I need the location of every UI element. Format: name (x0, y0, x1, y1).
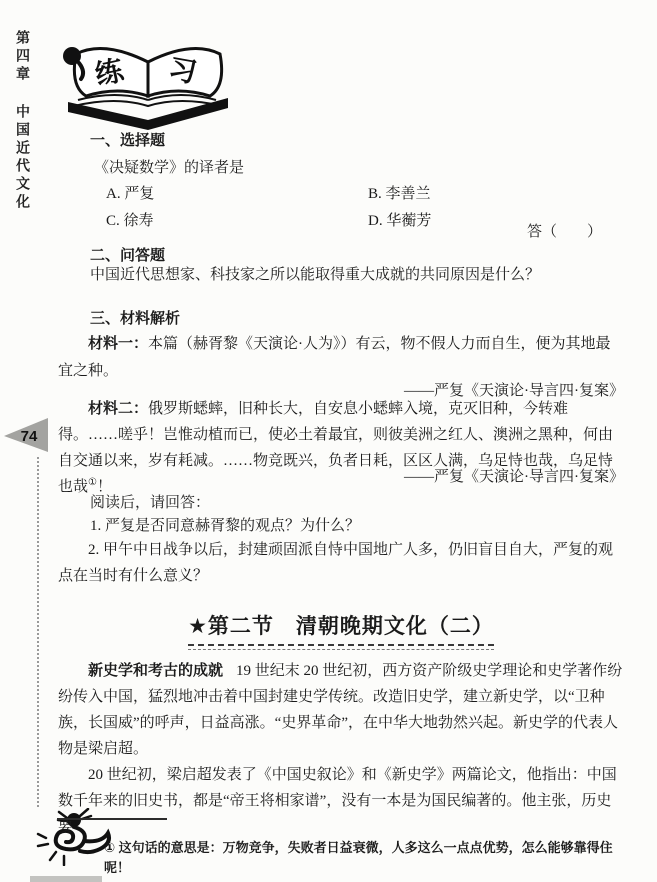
body-paragraph-2: 20 世纪初，梁启超发表了《中国史叙论》和《新史学》两篇论文，他指出：中国数千年来的旧史书，都是“帝王将相家谱”，没有一本是为国民编著的。他主张，历史要 (58, 767, 617, 835)
body-paragraph-1-wrap (58, 658, 624, 762)
footnote-rule (57, 818, 167, 820)
practice-char-1: 练 (92, 54, 127, 91)
option-c-label: C. (106, 213, 120, 229)
answer-blank: 答（ ） (526, 224, 602, 240)
footnote-text: 这句话的意思是：万物竞争，失败者日益衰微，人多这么一点点优势，怎么能够靠得住呢！ (104, 840, 613, 875)
next-section-title-wrap (58, 610, 624, 650)
qa-question: 中国近代思想家、科技家之所以能取得重大成就的共同原因是什么？ (90, 267, 541, 283)
material-2-end: ！ (96, 479, 112, 495)
page-flag-shape (0, 415, 50, 455)
material-2-attribution: ——严复《天演论·导言四·复案》 (404, 469, 624, 485)
material-2-text: 俄罗斯蟋蟀，旧种长大，自安息小蟋蟀入境，克灭旧种，今转难得。……嗟乎！岂惟动植而已，使必土着最宜，则彼美洲之红人、澳洲之黑种，何由自交通以来，岁有耗减。……物竞既兴，负者日耗，区区人满，乌足恃也哉，乌足恃也哉 (58, 401, 614, 495)
option-b-text: 李善兰 (385, 186, 431, 202)
next-section-title: ★第二节 清朝晚期文化（二） (188, 615, 494, 638)
material-question-2-wrap (58, 537, 624, 589)
footnote (58, 838, 624, 878)
body-paragraph-2-wrap (58, 762, 624, 840)
option-b (368, 181, 657, 208)
chapter-vertical-label (13, 30, 33, 212)
choice-section-heading: 一、选择题 (90, 132, 166, 149)
choice-question: 《决疑数学》的译者是 (94, 160, 245, 176)
material-question-2: 2. 甲午中日战争以后，封建顽固派自恃中国地广人多，仍旧盲目自大，严复的观点在当时有什么意义？ (58, 542, 614, 584)
practice-char-2: 习 (166, 52, 200, 89)
material-2-label: 材料二： (88, 400, 149, 417)
material-1-label: 材料一： (88, 335, 149, 352)
page-number-flag (0, 415, 50, 460)
option-c-text: 徐寿 (123, 213, 154, 229)
material-section-heading: 三、材料解析 (90, 310, 181, 327)
option-d (368, 208, 657, 235)
paragraph-1-lead: 新史学和考古的成就 (88, 662, 224, 679)
footnote-reference: ① (88, 477, 97, 488)
qa-section-heading: 二、问答题 (90, 247, 166, 264)
material-question-1: 1. 严复是否同意赫胥黎的观点？为什么？ (90, 518, 361, 534)
practice-book-illustration (56, 34, 241, 137)
material-1-attribution: ——严复《天演论·导言四·复案》 (404, 383, 624, 399)
read-prompt: 阅读后，请回答： (90, 495, 211, 511)
option-c (106, 208, 368, 235)
section-title-underline (188, 644, 494, 650)
page-number: 74 (20, 428, 38, 445)
material-1-text: 本篇（赫胥黎《天演论·人为》）有云，物不假人力而自生，便为其地最宜之种。 (58, 336, 611, 379)
body-paragraph-1 (58, 658, 624, 762)
option-a-label: A. (106, 186, 121, 202)
option-a-text: 严复 (124, 186, 155, 202)
chapter-title: 中国近代文化 (15, 104, 31, 212)
chapter-number: 第四章 (15, 30, 31, 84)
footnote-marker: ① (104, 840, 116, 855)
option-a (106, 181, 368, 208)
option-d-text: 华蘅芳 (386, 213, 432, 229)
option-b-label: B. (368, 186, 382, 202)
margin-dotted-rule (37, 457, 39, 807)
scan-artifact (30, 876, 102, 882)
material-1 (58, 330, 624, 385)
option-d-label: D. (368, 213, 383, 229)
paragraph-1-text: 19 世纪末 20 世纪初，西方资产阶级史学理论和史学著作纷纷传入中国，猛烈地冲击着中国封建史学传统。改造旧史学，建立新史学，以“卫种族，长国威”的呼声，日益高涨。“史界革命”，在中华大地勃然兴起。新史学的代表人物是梁启超。 (58, 663, 623, 757)
